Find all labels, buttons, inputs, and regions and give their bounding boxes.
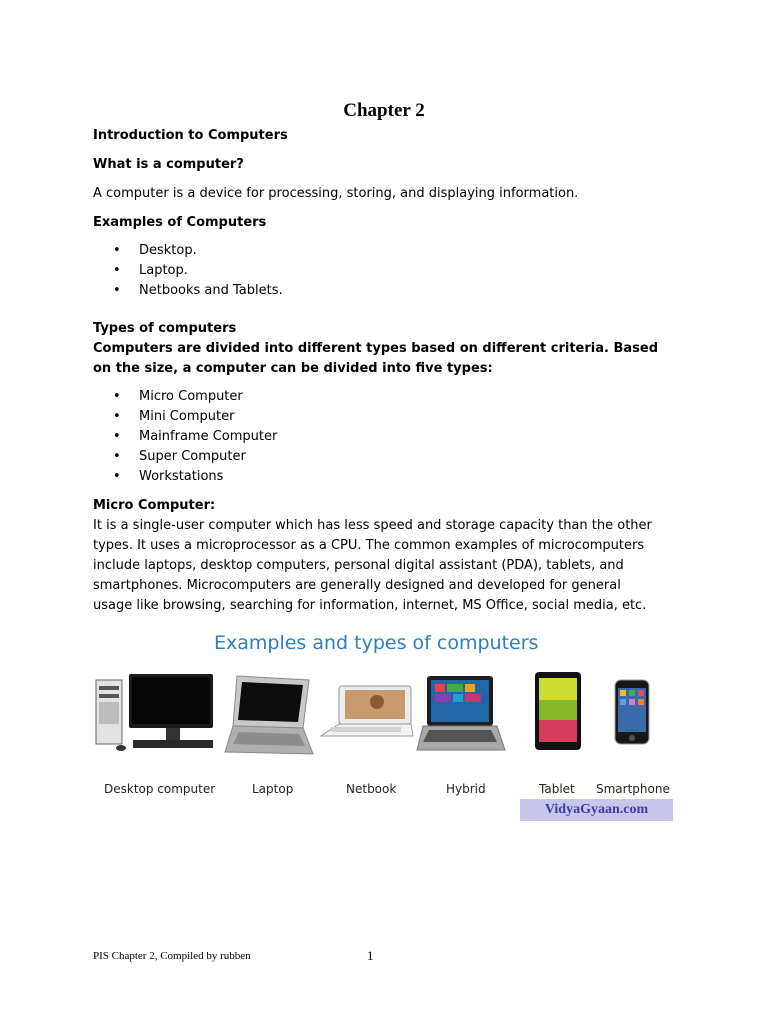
caption-smartphone: Smartphone: [596, 782, 670, 796]
definition-paragraph: A computer is a device for processing, storing, and displaying information.: [93, 186, 579, 201]
caption-desktop-computer: Desktop computer: [104, 782, 216, 796]
list-item: • Mini Computer: [93, 407, 658, 427]
tablet-image: [533, 670, 583, 752]
watermark: VidyaGyaan.com: [520, 799, 673, 821]
examples-heading: Examples of Computers: [93, 215, 267, 230]
list-item: • Workstations: [93, 467, 658, 487]
computer-types-figure: [93, 628, 675, 824]
micro-computer-paragraph: It is a single-user computer which has less speed and storage capacity than the other types. It uses a microprocessor as a CPU. The common examples of microcomputers include laptops, desktop computers, personal digital assistant (PDA), tablets, and smartphones. Microcomputers are generally designed and developed for general usage like browsing, searching for information, internet, MS Office, social media, etc.: [93, 518, 652, 613]
desktop-computer-image: [95, 672, 217, 754]
list-item: • Netbooks and Tablets.: [93, 281, 658, 301]
list-item: • Laptop.: [93, 261, 658, 281]
netbook-image: [319, 684, 415, 744]
laptop-image: [223, 674, 315, 760]
examples-list: [93, 241, 658, 301]
document-body: [93, 126, 658, 616]
question-heading: What is a computer?: [93, 157, 244, 172]
types-intro-paragraph: Computers are divided into different types based on different criteria. Based on the size, a computer can be divided into five types:: [93, 341, 659, 376]
intro-heading: Introduction to Computers: [93, 128, 288, 143]
chapter-title: Chapter 2: [343, 100, 425, 121]
caption-netbook: Netbook: [346, 782, 397, 796]
caption-tablet: Tablet: [539, 782, 575, 796]
list-item: • Mainframe Computer: [93, 427, 658, 447]
list-item: • Desktop.: [93, 241, 658, 261]
caption-laptop: Laptop: [252, 782, 294, 796]
page-footer: PIS Chapter 2, Compiled by rubben: [93, 950, 251, 962]
figure-title: Examples and types of computers: [214, 632, 539, 654]
list-item: • Micro Computer: [93, 387, 658, 407]
list-item: • Super Computer: [93, 447, 658, 467]
smartphone-image: [613, 678, 651, 746]
types-heading: Types of computers: [93, 321, 237, 336]
page-number: 1: [367, 948, 374, 963]
micro-computer-heading: Micro Computer:: [93, 498, 216, 513]
caption-hybrid: Hybrid: [446, 782, 486, 796]
types-list: [93, 387, 658, 487]
hybrid-laptop-image: [415, 674, 507, 758]
